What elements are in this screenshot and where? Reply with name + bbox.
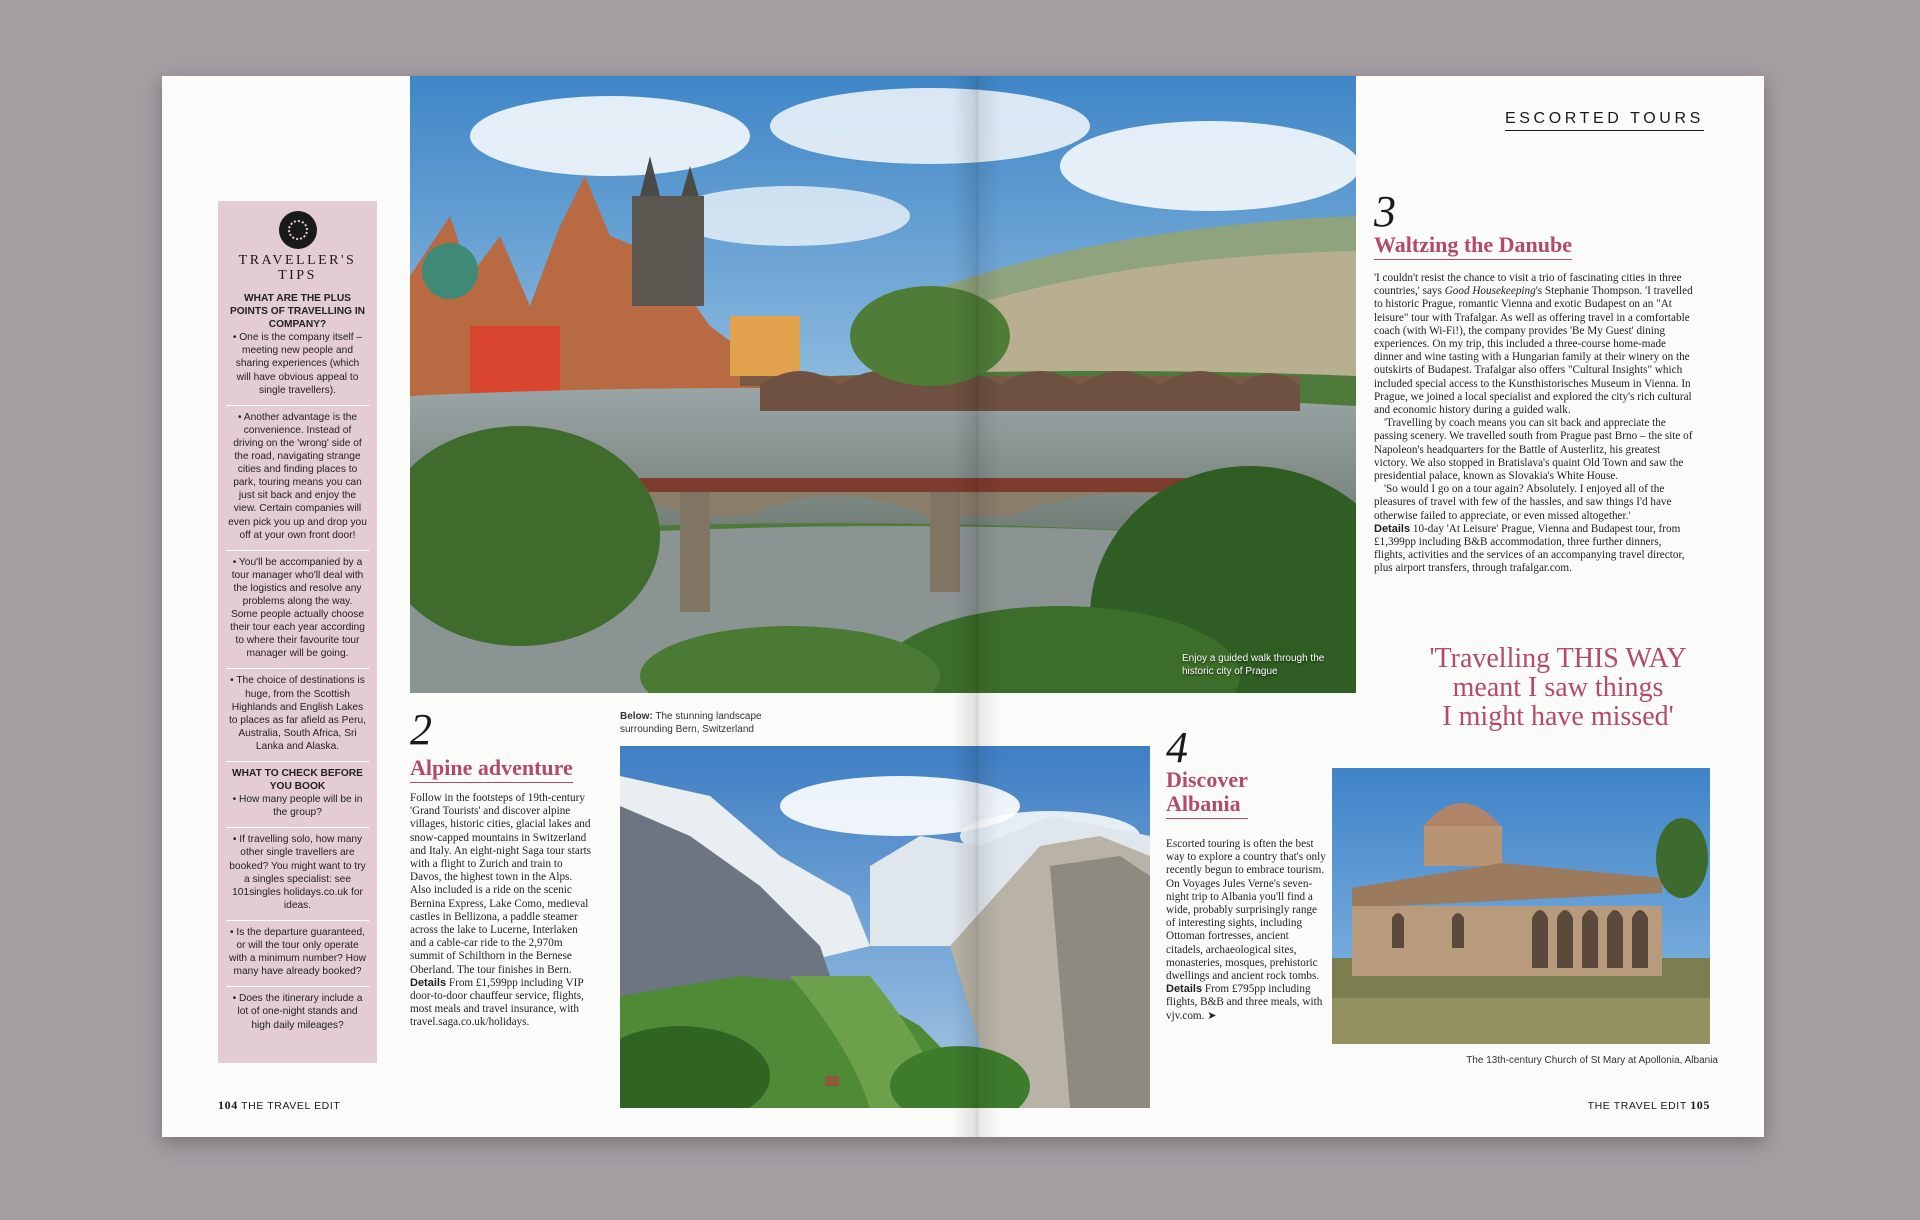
tips-paragraph: • One is the company itself – meeting new people and sharing experiences (which will have obvious appeal to single travellers). bbox=[232, 332, 363, 396]
folio-text: THE TRAVEL EDIT bbox=[241, 1100, 341, 1112]
albania-caption: The 13th-century Church of St Mary at Apollonia, Albania bbox=[1466, 1055, 1718, 1066]
tips-paragraph: • Another advantage is the convenience. Instead of driving on the 'wrong' side of the road, navigating strange cities and finding places to park, touring means you can just sit back and enjoy the view. Certain companies will even pick you up and drop you off at your own front door! bbox=[228, 411, 367, 541]
divider bbox=[226, 405, 369, 406]
tips-paragraph: • The choice of destinations is huge, from the Scottish Highlands and English Lakes to places as far afield as Peru, Australia, South Africa, Sri Lanka and Alaska. bbox=[228, 675, 367, 752]
bern-caption bbox=[620, 710, 800, 736]
tips-heading: WHAT ARE THE PLUS POINTS OF TRAVELLING IN COMPANY? bbox=[229, 293, 366, 331]
details-label: Details bbox=[1166, 983, 1203, 996]
travellers-tips-box bbox=[218, 201, 377, 1063]
body-text: 's Stephanie Thompson. 'I travelled to historic Prague, romantic Vienna and exotic Budapest on an "At leisure" tour with Trafalgar. As well as offering travel in a comfortable coach (with Wi-Fi!), the company provides 'Be My Guest' dining experiences. On my trip, this included a three-course home-made dinner and wine tasting with a Hungarian family at their winery on the outskirts of Budapest. Trafalgar also offers "Cultural Insights" which included special access to the Kunsthistorisches Museum in Vienna. In Prague, we joined a local specialist and explored the city's rich cultural and economic history during a guided walk. bbox=[1374, 285, 1693, 417]
divider bbox=[226, 827, 369, 828]
section-tag: ESCORTED TOURS bbox=[1505, 110, 1704, 131]
magazine-spread bbox=[162, 76, 1764, 1137]
caption-label: Below: bbox=[620, 711, 653, 722]
body-text: 'I couldn't resist the chance to visit a trio of fascinating cities in three countries,' says bbox=[1374, 272, 1682, 298]
folio-right bbox=[1588, 1098, 1710, 1113]
divider bbox=[226, 761, 369, 762]
details-text: From £795pp including flights, B&B and three meals, with vjv.com. ➤ bbox=[1166, 983, 1323, 1022]
folio-left bbox=[218, 1098, 340, 1113]
divider bbox=[226, 986, 369, 987]
details-text: From £1,599pp including VIP door-to-door chauffeur service, flights, most meals and travel insurance, with travel.saga.co.uk/holidays. bbox=[410, 976, 584, 1029]
tips-paragraph: • Is the departure guaranteed, or will the tour only operate with a minimum number? How many have already booked? bbox=[228, 926, 366, 978]
heading-line: Albania bbox=[1166, 791, 1241, 816]
section-heading: Waltzing the Danube bbox=[1374, 233, 1572, 260]
body-paragraph: 'Travelling by coach means you can sit back and appreciate the passing scenery. We travelled south from Prague past Brno – the site of Napoleon's headquarters for the Battle of Austerlitz, his greatest victory. We also stopped in Bratislava's quaint Old Town and saw the presidential palace, known as Slovakia's White House. bbox=[1374, 417, 1693, 483]
quote-line: I might have missed' bbox=[1442, 701, 1674, 732]
tips-title: TRAVELLER'S TIPS bbox=[238, 253, 357, 283]
details-text: 10-day 'At Leisure' Prague, Vienna and Budapest tour, from £1,399pp including B&B accommodation, three further dinners, flights, activities and the services of an accompanying travel director, plus airport transfers, through trafalgar.com. bbox=[1374, 522, 1685, 575]
folio-text: THE TRAVEL EDIT bbox=[1587, 1100, 1687, 1112]
quote-line: 'Travelling THIS WAY bbox=[1429, 643, 1687, 674]
heading-line: Discover bbox=[1166, 767, 1248, 792]
quote-line: meant I saw things bbox=[1452, 672, 1664, 703]
section-body bbox=[1166, 838, 1326, 1023]
section-heading bbox=[1166, 768, 1248, 819]
details-paragraph bbox=[1374, 523, 1694, 576]
page-number: 105 bbox=[1690, 1098, 1710, 1112]
tips-paragraph: • How many people will be in the group? bbox=[232, 794, 363, 819]
details-label: Details bbox=[410, 976, 447, 989]
details-label: Details bbox=[1374, 522, 1411, 535]
prague-caption: Enjoy a guided walk through the historic city of Prague bbox=[1182, 653, 1325, 677]
details-paragraph bbox=[1166, 983, 1326, 1023]
details-paragraph bbox=[410, 977, 594, 1030]
tips-paragraph: • Does the itinerary include a lot of one-night stands and high daily mileages? bbox=[232, 993, 363, 1031]
pull-quote bbox=[1358, 644, 1758, 731]
publication-name: Good Housekeeping bbox=[1444, 285, 1536, 298]
albania-church-photo bbox=[1332, 768, 1710, 1044]
section-heading: Alpine adventure bbox=[410, 756, 573, 783]
section-number: 3 bbox=[1374, 187, 1396, 236]
bern-mountains-photo bbox=[620, 746, 1150, 1108]
page-number: 104 bbox=[218, 1098, 238, 1112]
section-body bbox=[410, 792, 594, 1030]
tips-heading: WHAT TO CHECK BEFORE YOU BOOK bbox=[232, 768, 363, 793]
section-number: 2 bbox=[410, 705, 432, 754]
tips-paragraph: • You'll be accompanied by a tour manager who'll deal with the logistics and resolve any problems along the way. Some people actually choose their tour each year according to where their favourite tour manager will be going. bbox=[230, 556, 365, 660]
divider bbox=[226, 550, 369, 551]
body-paragraph bbox=[1374, 272, 1694, 417]
body-paragraph: 'So would I go on a tour again? Absolutely. I enjoyed all of the pleasures of travel with few of the hassles, and saw things I'd have otherwise failed to appreciate, or even missed altogether.' bbox=[1374, 483, 1672, 522]
caption-text: The stunning landscape surrounding Bern, Switzerland bbox=[620, 711, 762, 735]
tips-paragraph: • If travelling solo, how many other single travellers are booked? You might want to try a singles specialist: see 101singles holidays.co.uk for ideas. bbox=[229, 834, 366, 911]
prague-bridges-photo bbox=[410, 76, 1356, 693]
divider bbox=[226, 920, 369, 921]
section-number: 4 bbox=[1166, 723, 1188, 772]
body-paragraph: Follow in the footsteps of 19th-century 'Grand Tourists' and discover alpine villages, historic cities, glacial lakes and snow-capped mountains in Switzerland and Italy. An eight-night Saga tour starts with a flight to Zurich and train to Davos, the highest town in the Alps. Also included is a ride on the scenic Bernina Express, Lake Como, medieval castles in Bellizona, a paddle steamer across the lake to Lucerne, Interlaken and a cable-car ride to the 2,970m summit of Schilthorn in the Bernese Oberland. The tour finishes in Bern. bbox=[410, 792, 592, 976]
sun-icon bbox=[279, 211, 317, 249]
section-body bbox=[1374, 272, 1694, 576]
body-paragraph: Escorted touring is often the best way to explore a country that's only recently begun to embrace tourism. On Voyages Jules Verne's seven-night trip to Albania you'll find a wide, probably surprisingly range of interesting sights, including Ottoman fortresses, ancient citadels, archaeological sites, monasteries, mosques, prehistoric dwellings and ancient rock tombs. bbox=[1166, 838, 1326, 983]
divider bbox=[226, 668, 369, 669]
